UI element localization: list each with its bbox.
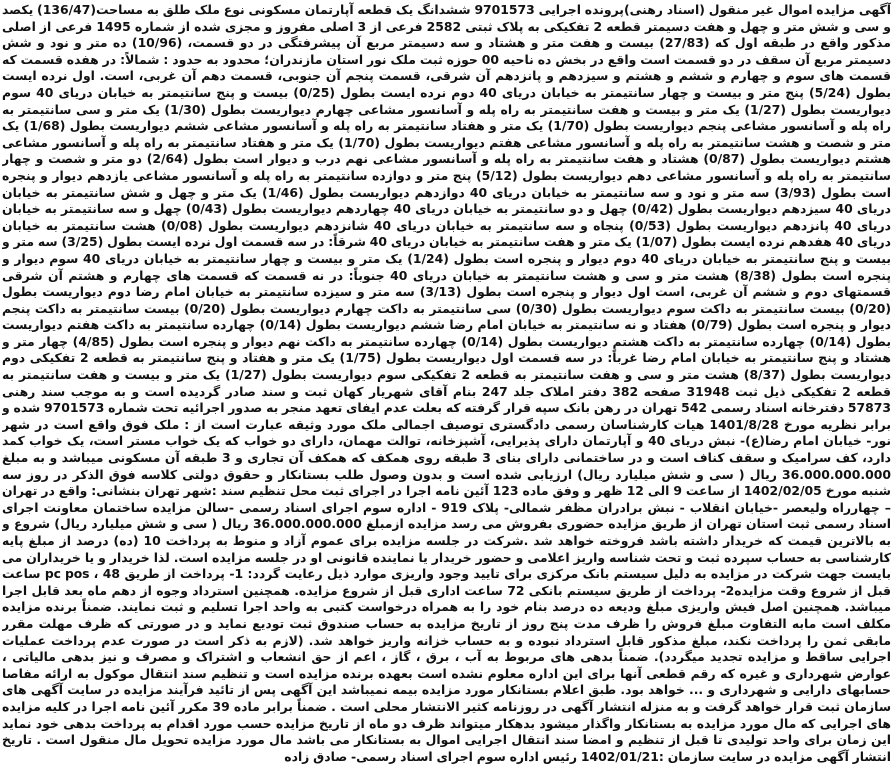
auction-notice-text: آگهی مزایده اموال غیر منقول (اسناد رهنی)پرونده اجرایی 9701573 ششدانگ یک قطعه آپارتمان مسکونی نوع ملک طلق به مساحت(136/47) یکصد و سی و شش متر و چهل و هفت دسیمتر قطعه 2 تفکیکی به پلاک ثبتی 2582 فرعی از 3 اصلی مفروز و مجزی شده از شماره 1495 فرعی از اصلی مذکور واقع در طبقه اول که (27/83) بیست و هفت متر و هشتاد و سه دسیمتر مربع آن پیشرفتگی در دو قسمت، (10/96) ده متر و نود و شش دسیمتر مربع آن سقف در دو قسمت است واقع در بخش ده ناحیه 00 حوزه ثبت ملک نور استان مازندران؛ محدود به حدود : شمالاً: در هفده قسمت که قسمت های سوم و چهارم و ششم و هشتم و سیزدهم و پانزدهم آن شرقی، قسمت پنجم آن جنوبی، قسمت دهم آن غربی، است. اول نرده ایست بطول (5/24) پنج متر و بیست و چهار سانتیمتر به خیابان دریای 40 دوم نرده ایست بطول (0/25) بیست و پنج سانتیمتر به خیابان دریای 40 سوم دیواریست بطول (1/27) یک متر و بیست و هفت سانتیمتر به راه پله و آسانسور مشاعی چهارم دیواریست بطول (1/30) یک متر و سی سانتیمتر به راه پله و آسانسور مشاعی پنجم دیواریست بطول (1/70) یک متر و هفتاد سانتیمتر به راه پله و آسانسور مشاعی ششم دیواریست بطول (1/68) یک متر و شصت و هشت سانتیمتر به راه پله و آسانسور مشاعی هفتم دیواریست بطول (1/70) یک متر و هفتاد سانتیمتر به راه پله و آسانسور مشاعی هشتم دیواریست بطول (0/87) هشتاد و هفت سانتیمتر به راه پله و آسانسور مشاعی نهم درب و دیوار است بطول (2/64) دو متر و شصت و چهار سانتیمتر به راه پله و آسانسور مشاعی دهم دیواریست بطول (5/12) پنج متر و دوازده سانتیمتر به راه پله و آسانسور مشاعی یازدهم دیوار و پنجره است بطول (3/93) سه متر و نود و سه سانتیمتر به خیابان دریای 40 دوازدهم دیواریست بطول (1/46) یک متر و چهل و شش سانتیمتر به خیابان دریای 40 سیزدهم دیواریست بطول (0/42) چهل و دو سانتیمتر به خیابان دریای 40 چهاردهم دیواریست بطول (0/43) چهل و سه سانتیمتر به خیابان دریای 40 پانزدهم دیواریست بطول (0/53) پنجاه و سه سانتیمتر به خیابان دریای 40 شانزدهم دیواریست بطول (0/08) هشت سانتیمتر به خیابان دریای 40 هفدهم نرده ایست بطول (1/07) یک متر و هفت سانتیمتر به خیابان دریای 40 شرقاً: در سه قسمت اول نرده ایست بطول (3/25) سه متر و بیست و پنج سانتیمتر به خیابان دریای 40 دوم دیوار و پنجره است بطول (1/24) یک متر و بیست و چهار سانتیمتر به خیابان دریای 40 سوم دیوار و پنجره است بطول (8/38) هشت متر و سی و هشت سانتیمتر به خیابان دریای 40 جنوباً: در نه قسمت که قسمت های چهارم و هشتم آن شرقی قسمتهای دوم و ششم آن غربی، است اول دیوار و پنجره است بطول (3/13) سه متر و سیزده سانتیمتر به خیابان امام رضا دوم دیواریست بطول (0/20) بیست سانتیمتر به داکت سوم دیواریست بطول (0/30) سی سانتیمتر به داکت چهارم دیواریست بطول (0/20) بیست سانتیمتر به داکت پنجم دیوار و پنجره است بطول (0/79) هفتاد و نه سانتیمتر به خیابان امام رضا ششم دیواریست بطول (0/14) چهارده سانتیمتر به داکت هفتم دیواریست بطول (0/14) چهارده سانتیمتر به داکت هشتم دیواریست بطول (0/14) چهارده سانتیمتر به داکت نهم دیوار و پنجره است بطول (4/85) چهار متر و هشتاد و پنج سانتیمتر به خیابان امام رضا غرباً: در سه قسمت اول دیواریست بطول (1/75) یک متر و هفتاد و پنج سانتیمتر به قطعه 2 تفکیکی دوم دیواریست بطول (8/37) هشت متر و سی و هفت سانتیمتر به قطعه 2 تفکیکی سوم دیواریست بطول (1/27) یک متر و بیست و هفت سانتیمتر به قطعه 2 تفکیکی ذیل ثبت 31948 صفحه 382 دفتر املاک جلد 247 بنام آقای شهریار کهان ثبت و سند صادر گردیده است و به موجب سند رهنی 57873 دفترخانه اسناد رسمی 542 تهران در رهن بانک سپه قرار گرفته که بعلت عدم ایفای تعهد منجر به صدور اجرائیه تحت شماره 9701573 شده و برابر نظریه مورخ 1401/8/28 هیات کارشناسان رسمی دادگستری توصیف اجمالی ملک مورد وثیقه عبارت است از : ملک فوق واقع است در شهر نور- خیابان امام رضا(ع)- نبش دریای 40 و آپارتمان دارای پذیرایی، آشپزخانه، توالت مهمان، دارای دو خواب که یک خواب مستر است، یک خواب کمد دارد، کف سرامیک و سقف کناف است و در ساختمانی دارای بنای 3 طبقه روی همکف که همکف آن تجاری و 3 طبقه آن مسکونی میباشد و به مبلغ 36.000.000.000 ریال ( سی و شش میلیارد ریال) ارزیابی شده است و بدون وصول طلب بستانکار و حقوق دولتی کلاسه فوق الذکر در روز سه شنبه مورخ 1402/02/05 از ساعت 9 الی 12 ظهر و وفق ماده 123 آئین نامه اجرا در اجرای ثبت محل تنظیم سند :شهر تهران بنشانی: واقع در تهران – چهارراه ولیعصر -خیابان انقلاب - نبش برادران مظفر شمالی- پلاک 919 - اداره سوم اجرای اسناد رسمی -سالن مزایده ساختمان معاونت اجرای اسناد رسمی ثبت استان تهران از طریق مزایده حضوری بفروش می رسد مزایده ازمبلغ 36.000.000.000 ریال ( سی و شش میلیارد ریال) شروع و به بالاترین قیمت که خریدار داشته باشد فروخته خواهد شد .شرکت در جلسه مزایده برای عموم آزاد و منوط به پرداخت 10 (ده) درصد از مبلغ پایه کارشناسی به حساب سپرده ثبت و تحت شناسه واریز اعلامی و حضور خریدار یا نماینده قانونی او در جلسه مزایده است. لذا خریدار و یا خریداران می بایست جهت شرکت در مزایده به دلیل سیستم بانک مرکزی برای تایید وجود واریزی موارد ذیل رعایت گردد: 1- پرداخت از طریق pc pos ، 48 ساعت قبل از شروع وقت مزایده2- پرداخت از طریق سیستم بانکی 72 ساعت اداری قبل از شروع مزایده. همچنین استرداد وجوه از دهم ماه بعد قابل اجرا میباشد. همچنین اصل فیش واریزی مبلغ ودیعه ده درصد بنام خود را به همراه درخواست کتبی به واحد اجرا تسلیم و ثبت نمایند. ضمناً برنده مزایده مکلف است مابه التفاوت مبلغ فروش را ظرف مدت پنج روز از تاریخ مزایده به حساب صندوق ثبت تودیع نماید و در صورتی که ظرف مهلت مقرر مابقی ثمن را پرداخت نکند، مبلغ مذکور قابل استرداد نبوده و به حساب خزانه واریز خواهد شد. (لازم به ذکر است در صورت عدم پرداخت عملیات اجرایی ساقط و مزایده تجدید میگردد). ضمناً بدهی های مربوط به آب ، برق ، گاز ، اعم از حق انشعاب و اشتراک و مصرف و نیز بدهی مالیاتی ، عوارض شهرداری و غیره که رقم قطعی آنها برای این اداره معلوم نشده است بعهده برنده مزایده است و تنظیم سند انتقال موکول به ارائه مفاصا حسابهای دارایی و شهرداری و ... خواهد بود. طبق اعلام بستانکار مورد مزایده بیمه نمیباشد این آگهی پس از تائید فرآیند مزایده در سایت آگهی های سازمان ثبت قرار خواهد گرفت و به منزله انتشار آگهی در روزنامه کثیر الانتشار محلی است . ضمناً برابر ماده 39 مکرر آئین نامه اجرا در کلیه مزایده های اجرایی که مال مورد مزایده به بستانکار واگذار میشود بدهکار میتواند ظرف دو ماه از تاریخ مزایده حسب مورد اقدام به پرداخت بدهی خود نماید این زمان برای واحد تولیدی تا قبل از تنظیم و امضا سند انتقال اجرایی اموال به بستانکار می باشد مال مورد مزایده تحویل مال منقول است . تاریخ انتشار آگهی مزایده در سایت سازمان :1402/01/21 رئیس اداره سوم اجرای اسناد رسمی- صادق زاده — [2, 2, 891, 764]
